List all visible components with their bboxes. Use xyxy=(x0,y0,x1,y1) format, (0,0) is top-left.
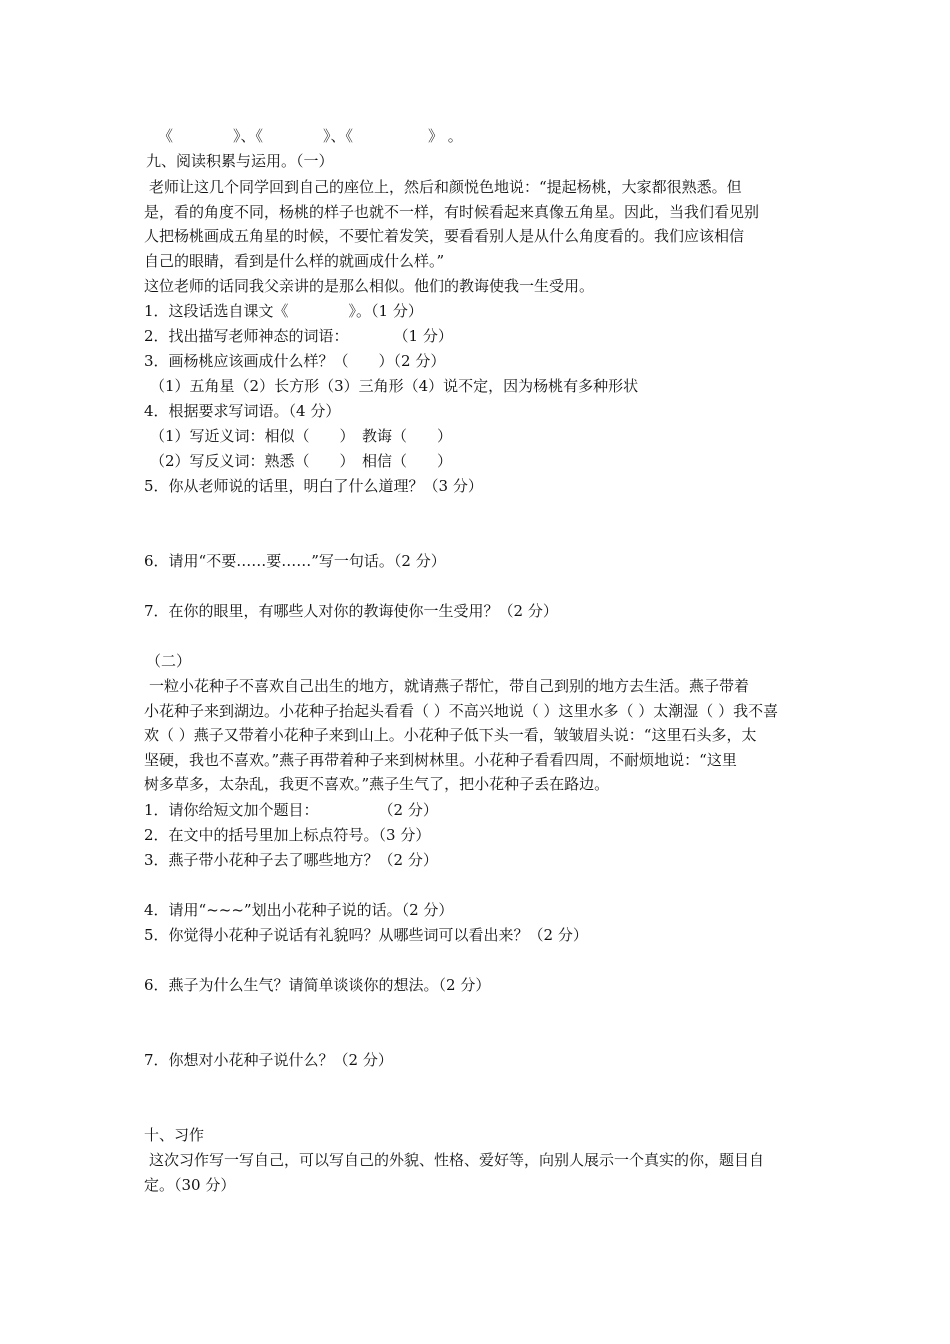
passage-line: 老师让这几个同学回到自己的座位上，然后和颜悦色地说：“提起杨桃，大家都很熟悉。但 xyxy=(149,178,742,196)
question: 3．燕子带小花种子去了哪些地方？（2 分） xyxy=(144,851,438,869)
question: 5．你从老师说的话里，明白了什么道理？（3 分） xyxy=(144,477,483,495)
passage-line: 这次习作写一写自己，可以写自己的外貌、性格、爱好等，向别人展示一个真实的你，题目自 xyxy=(149,1151,765,1169)
section9-heading: 九、阅读积累与运用。（一） xyxy=(146,152,334,170)
passage-line: 一粒小花种子不喜欢自己出生的地方，就请燕子帮忙，带自己到别的地方去生活。燕子带着 xyxy=(149,677,750,695)
question: 4．根据要求写词语。（4 分） xyxy=(144,402,341,420)
question: 2．找出描写老师神态的词语： （1 分） xyxy=(144,327,453,345)
question: 4．请用“~~~”划出小花种子说的话。（2 分） xyxy=(144,901,454,919)
section9b-heading: （二） xyxy=(146,652,192,670)
question: 1．这段话选自课文《 》。（1 分） xyxy=(144,302,423,320)
question: 7．你想对小花种子说什么？（2 分） xyxy=(144,1051,393,1069)
question: 7．在你的眼里，有哪些人对你的教诲使你一生受用？（2 分） xyxy=(144,602,558,620)
passage-line: 人把杨桃画成五角星的时候，不要忙着发笑，要看看别人是从什么角度看的。我们应该相信 xyxy=(144,227,745,245)
section9-passage xyxy=(144,175,810,273)
question: 6．请用“不要……要……”写一句话。（2 分） xyxy=(144,552,446,570)
question: 5．你觉得小花种子说话有礼貌吗？从哪些词可以看出来？（2 分） xyxy=(144,926,588,944)
passage-line: 是，看的角度不同，杨桃的样子也就不一样，有时候看起来真像五角星。因此，当我们看见别 xyxy=(144,202,760,221)
passage-line: 自己的眼睛，看到是什么样的就画成什么样。” xyxy=(144,251,445,270)
question-sub: （1）写近义词：相似（ ） 教诲（ ） xyxy=(150,427,453,445)
section9b-passage xyxy=(144,674,810,797)
section10-passage xyxy=(144,1148,810,1197)
passage-line: 坚硬，我也不喜欢。”燕子再带着种子来到树林里。小花种子看看四周，不耐烦地说：“这里 xyxy=(144,750,737,769)
question: 2．在文中的括号里加上标点符号。（3 分） xyxy=(144,826,431,844)
passage-line: 定。（30 分） xyxy=(144,1175,236,1194)
top-book-title-blanks: 《 》、《 》、《 》 。 xyxy=(158,127,463,145)
question: 3．画杨桃应该画成什么样？（ ）（2 分） xyxy=(144,352,446,370)
question-options: （1）五角星（2）长方形（3）三角形（4）说不定，因为杨桃有多种形状 xyxy=(150,377,639,395)
question: 6．燕子为什么生气？请简单谈谈你的想法。（2 分） xyxy=(144,976,491,994)
passage-line: 小花种子来到湖边。小花种子抬起头看看（ ）不高兴地说（ ）这里水多（ ）太潮湿（ ）我不喜 xyxy=(144,701,779,720)
section9-passage-end: 这位老师的话同我父亲讲的是那么相似。他们的教诲使我一生受用。 xyxy=(144,277,595,295)
question: 1．请你给短文加个题目： （2 分） xyxy=(144,801,438,819)
passage-line: 树多草多，太杂乱，我更不喜欢。”燕子生气了，把小花种子丢在路边。 xyxy=(144,775,610,793)
question-sub: （2）写反义词：熟悉（ ） 相信（ ） xyxy=(150,452,453,470)
section10-heading: 十、习作 xyxy=(144,1126,205,1144)
passage-line: 欢（ ）燕子又带着小花种子来到山上。小花种子低下头一看，皱皱眉头说：“这里石头多，太 xyxy=(144,726,757,744)
